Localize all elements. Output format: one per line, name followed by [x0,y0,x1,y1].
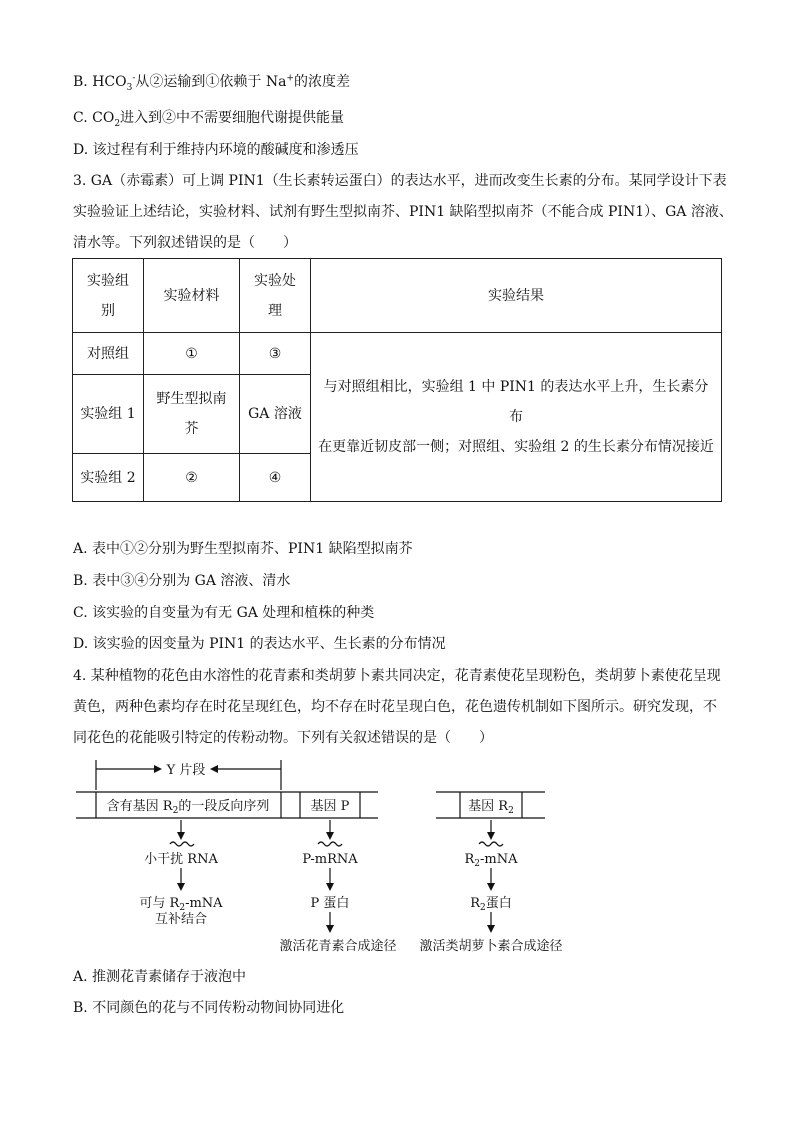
table-cell-control-treatment: ③ [240,333,311,375]
p-mrna-label: P-mRNA [302,852,358,867]
q2-option-b: B. $HCO_3^-$从②运输到①依赖于 Na+的浓度差 [73,73,350,93]
gene-mechanism-diagram [0,755,794,960]
table-header-treatment: 实验处 理 [240,259,311,333]
gene-r2-label: 基因 $R_2$ [468,799,514,816]
gene-p-label: 基因 P [310,799,350,814]
r2-mrna-label: $R_2$-mNA [464,852,518,869]
q2-option-c: C. $CO_2$进入到②中不需要细胞代谢提供能量 [73,110,345,129]
q4-stem-line-2: 黄色，两种色素均存在时花呈现红色，均不存在时花呈现白色，花色遗传机制如下图所示。研究发现，不 [73,699,717,715]
complementary-binding-label-2: 互补结合 [154,912,208,927]
table-cell-exp1-treatment: GA 溶液 [240,375,311,454]
anthocyanin-pathway-label: 激活花青素合成途径 [279,939,397,954]
r2-protein-label: $R_2$蛋白 [470,896,512,913]
q3-option-b: B. 表中③④分别为 GA 溶液、清水 [73,573,291,589]
carotenoid-pathway-label: 激活类胡萝卜素合成途径 [419,939,563,954]
table-header-result: 实验结果 [311,259,722,333]
r2-mrna-wavy-icon [479,842,503,846]
q4-option-b: B. 不同颜色的花与不同传粉动物间协同进化 [73,1000,345,1016]
q3-option-a: A. 表中①②分别为野生型拟南芥、PIN1 缺陷型拟南芥 [73,541,413,557]
y-segment-bracket [96,760,281,790]
table-cell-exp2-material: ② [144,454,240,502]
pathway-right [419,820,562,954]
table-cell-exp1-material: 野生型拟南 芥 [144,375,240,454]
y-segment-label: Y 片段 [166,763,206,778]
sirna-label: 小干扰 RNA [144,852,218,867]
table-cell-exp1-group: 实验组 1 [73,375,144,454]
q2-option-d: D. 该过程有利于维持内环境的酸碱度和渗透压 [73,142,359,158]
complementary-binding-label-1: 可与 $R_2$-mNA [139,896,223,913]
table-cell-exp2-group: 实验组 2 [73,454,144,502]
table-header-group: 实验组 别 [73,259,144,333]
table-cell-control-material: ① [144,333,240,375]
q3-stem-line-1: 3. GA（赤霉素）可上调 PIN1（生长素转运蛋白）的表达水平，进而改变生长素的分布。某同学设计下表 [73,173,727,189]
table-cell-result: 与对照组相比，实验组 1 中 PIN1 的表达水平上升，生长素分布 在更靠近韧皮部一侧；对照组、实验组 2 的生长素分布情况接近 [311,333,722,502]
dna-strand-left [76,792,378,818]
table-header-material: 实验材料 [144,259,240,333]
q3-option-d: D. 该实验的因变量为 PIN1 的表达水平、生长素的分布情况 [73,636,446,652]
mrna-wavy-icon [318,842,342,846]
inverted-sequence-label: 含有基因 $R_2$的一段反向序列 [106,799,270,816]
table-cell-exp2-treatment: ④ [240,454,311,502]
q4-stem-line-1: 4. 某种植物的花色由水溶性的花青素和类胡萝卜素共同决定，花青素使花呈现粉色，类胡萝卜素使花呈现 [73,668,721,684]
q3-stem-line-2: 实验验证上述结论，实验材料、试剂有野生型拟南芥、PIN1 缺陷型拟南芥（不能合成 PIN1）、GA 溶液、 [73,204,733,220]
q4-option-a: A. 推测花青素储存于液泡中 [73,969,247,985]
q4-stem-line-3: 同花色的花能吸引特定的传粉动物。下列有关叙述错误的是（ ） [73,730,493,746]
p-protein-label: P 蛋白 [310,896,350,911]
q3-option-c: C. 该实验的自变量为有无 GA 处理和植株的种类 [73,605,375,621]
q3-stem-line-3: 清水等。下列叙述错误的是（ ） [73,235,297,251]
dna-strand-right [436,792,545,818]
pathway-middle [279,820,396,954]
table-cell-control-group: 对照组 [73,333,144,375]
pathway-left [139,820,223,927]
rna-wavy-icon [170,842,194,846]
experiment-table [72,258,722,502]
